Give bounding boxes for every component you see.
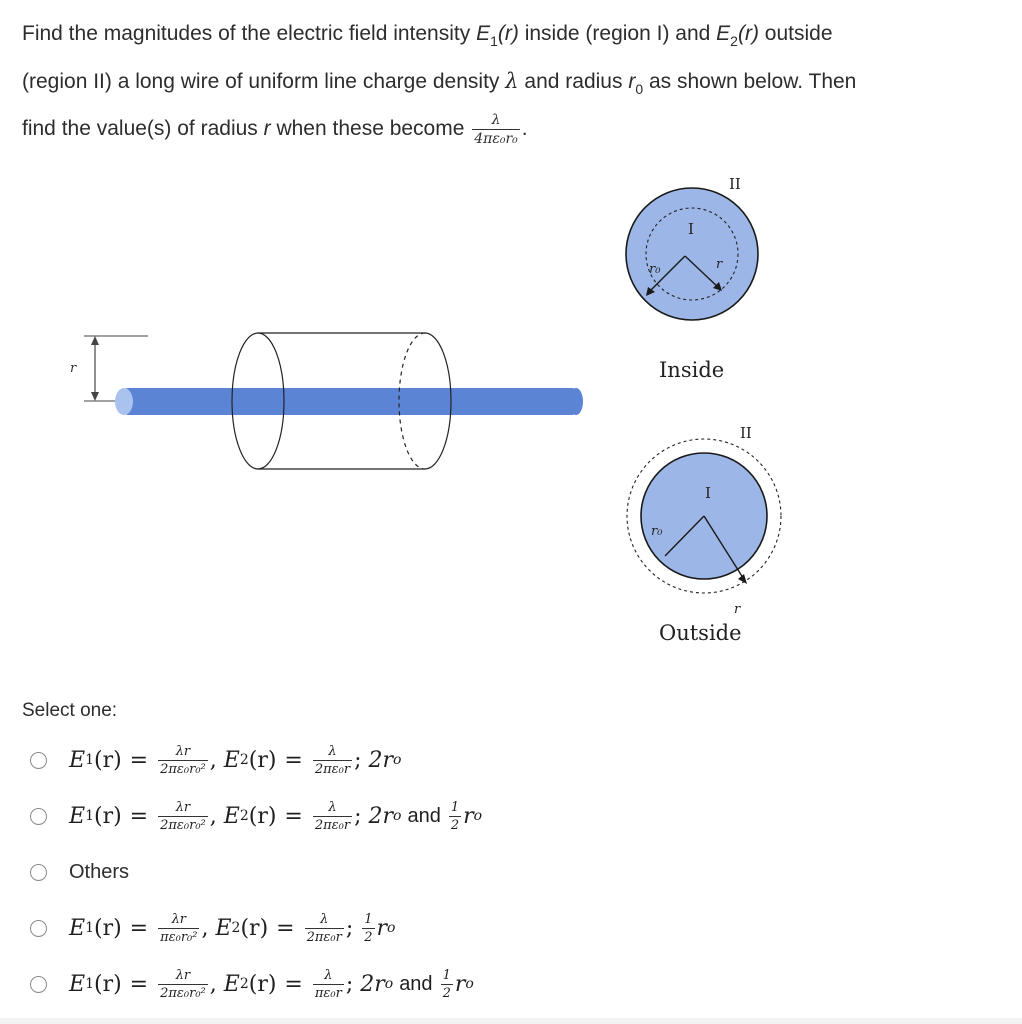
inside-caption: Inside	[659, 358, 725, 382]
inside-r0-label: r₀	[649, 262, 661, 277]
outside-r0-label: r₀	[651, 524, 663, 539]
radio-button-option-2[interactable]	[30, 808, 47, 825]
radio-button-option-5[interactable]	[30, 976, 47, 993]
option-2-formula: E 1 (r) = $\frac{\lambda r}{\text{2πε₀r₀²}}$ , E 2 (r) = $\frac{\lambda}{\text{2πε₀r}}$ ; 2r o and $\frac{1}{2}$ r o	[69, 799, 483, 833]
question-line-1: Find the magnitudes of the electric field intensity $E_1(r)$ inside (region I) and $E_2(r)$ outside	[22, 22, 833, 49]
select-one-label: Select one:	[22, 700, 118, 721]
answer-option-2[interactable]	[30, 796, 482, 836]
outside-region-ii-label: II	[740, 424, 752, 442]
bottom-divider	[0, 1018, 1022, 1024]
outside-r-label: r	[734, 602, 741, 617]
option-3-label: Others	[69, 860, 130, 883]
outside-caption: Outside	[659, 621, 742, 645]
inside-region-ii-label: II	[729, 175, 741, 193]
option-1-formula: E 1 (r) = $\frac{\lambda r}{\text{2πε₀r₀²}}$ , E 2 (r) = $\frac{\lambda}{\text{2πε₀r}}$ ; 2r o	[69, 743, 402, 777]
target-fraction: $\frac{\lambda}{\text{4πε₀r₀}}$	[474, 111, 518, 147]
question-line-3: find the value(s) of radius r when these become $\frac{\lambda}{\text{4πε₀r₀}}$ .	[22, 111, 528, 147]
option-5-formula: E 1 (r) = $\frac{\lambda r}{\text{2πε₀r₀²}}$ , E 2 (r) = $\frac{\lambda}{\text{πε₀r}}$ ; 2r o and $\frac{1}{2}$ r o	[69, 967, 474, 1001]
inside-region-i-label: I	[688, 220, 694, 238]
radio-button-option-4[interactable]	[30, 920, 47, 937]
answer-option-1[interactable]	[30, 740, 401, 780]
radio-button-option-1[interactable]	[30, 752, 47, 769]
inside-r-label: r	[716, 257, 723, 272]
answer-option-5[interactable]	[30, 964, 474, 1004]
charged-wire	[115, 388, 583, 415]
radio-button-option-3[interactable]	[30, 864, 47, 881]
answer-option-4[interactable]	[30, 908, 395, 948]
answer-option-3[interactable]	[30, 852, 129, 892]
outside-cross-section	[627, 439, 781, 593]
option-4-formula: E 1 (r) = $\frac{\lambda r}{\text{πε₀r₀²}}$ , E 2 (r) = $\frac{\lambda}{\text{2πε₀r}}$ ; $\frac{1}{2}$ r o	[69, 911, 396, 945]
question-line-2: (region II) a long wire of uniform line charge density λ and radius $r_0$ as shown below. Then	[22, 69, 857, 97]
inside-cross-section	[626, 188, 758, 320]
cylinder-r-label: r	[70, 361, 77, 376]
outside-region-i-label: I	[705, 484, 711, 502]
